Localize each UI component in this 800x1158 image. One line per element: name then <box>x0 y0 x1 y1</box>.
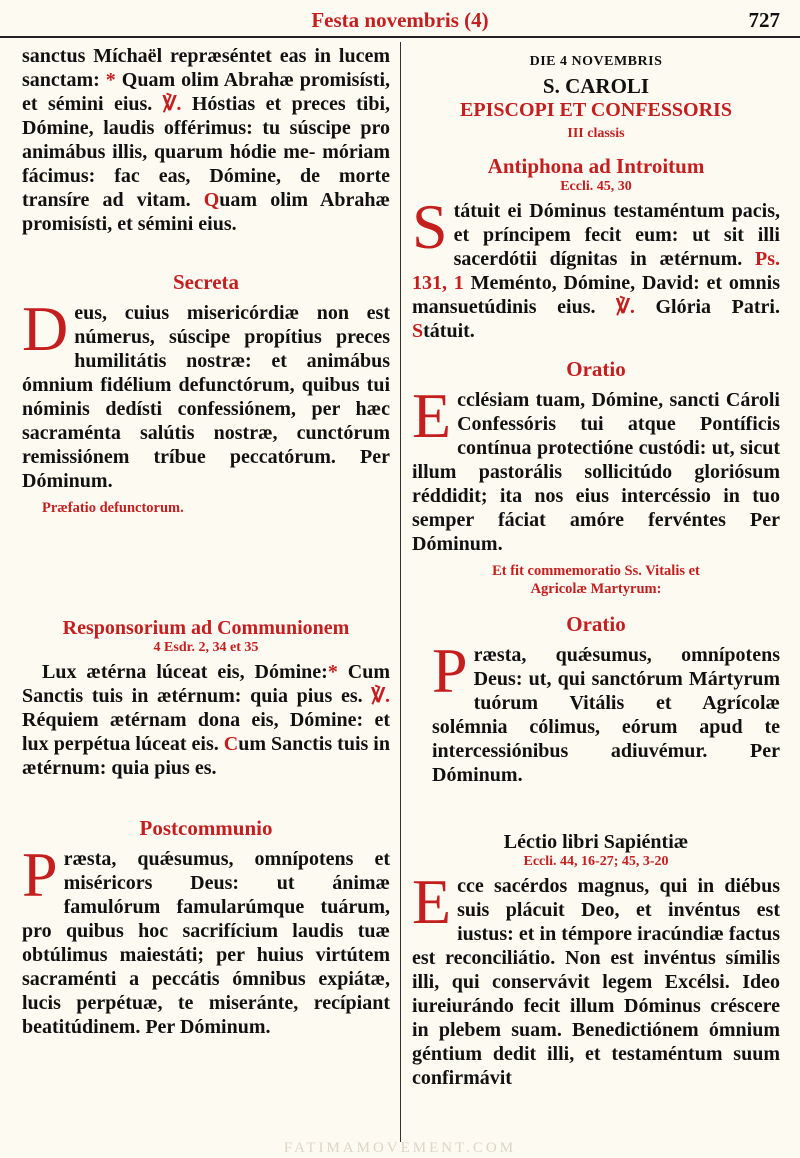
introit-text: Státuit ei Dóminus testaméntum pacis, et príncipem fecit eum: ut sit illi sacerdótii dígnitas in ætérnum. Ps. 131, 1 Meménto, Dómine, David: et omnis mansuetúdinis eius. ℣. Glória Patri. Státuit. <box>412 191 781 342</box>
page-header <box>0 0 800 38</box>
feast-title: S. CAROLI <box>542 74 650 98</box>
oratio-heading: Oratio <box>566 357 626 381</box>
versicle-symbol: ℣. <box>616 296 635 318</box>
preface-rubric: Præfatio defunctorum. <box>42 500 184 516</box>
psalm-reference: Ps. 131, 1 <box>412 248 781 294</box>
watermark: FATIMAMOVEMENT.COM <box>283 1140 517 1156</box>
left-column <box>22 44 390 1039</box>
drop-cap: S <box>412 191 448 262</box>
communion-heading: Responsorium ad Communionem <box>62 617 350 639</box>
introit-heading: Antiphona ad Introitum <box>487 154 705 178</box>
secreta-heading: Secreta <box>172 270 240 294</box>
drop-cap: P <box>22 839 58 910</box>
oratio-commemoration-heading: Oratio <box>566 612 626 636</box>
communion-text: Lux ætérna lúceat eis, Dómine:* Cum Sanctis tuis in ætérnum: quia pius es. ℣. Réquiem ætérnam dona eis, Dómine: et lux perpétua lúceat eis. Cum Sanctis tuis in ætérnum: quia pius es. <box>22 661 390 779</box>
feast-subtitle: EPISCOPI ET CONFESSORIS <box>460 99 732 121</box>
lesson-reference: Eccli. 44, 16-27; 45, 3-20 <box>523 854 669 869</box>
lesson-heading: Léctio libri Sapiéntiæ <box>503 831 689 853</box>
offertory-text: sanctus Míchaël repræséntet eas in lucem sanctam: * Quam olim Abrahæ promisísti, et sémini eius. ℣. Hóstias et preces tibi, Dómine, laudis offérimus: tu súscipe pro animábus illis, quarum hódie me- móriam fácimus: fac eas, Dómine, de morte transíre ad vitam. Quam olim Abrahæ promisísti, et sémini eius. <box>22 45 391 235</box>
oratio-text: Ecclésiam tuam, Dómine, sancti Cároli Confessóris tui atque Pontíficis contínua protectióne custódi: ut, sicut illum pastorális sollicitúdo gloriósum réddidit; ita nos eius intercéssio in tuo semper fáciat amóre fervéntes Per Dóminum. <box>412 380 780 555</box>
drop-cap: E <box>412 380 452 451</box>
drop-cap: D <box>22 293 69 364</box>
drop-cap: P <box>432 635 468 706</box>
right-column <box>412 44 780 1090</box>
page-number: 727 <box>748 8 780 32</box>
oratio-commemoration-text: Præsta, quǽsumus, omnípotens Deus: ut, qui sanctórum Mártyrum tuórum Vitális et Agrícolæ solémnia cólimus, eórum apud te intercessiónibus adiuvémur. Per Dóminum. <box>432 635 780 786</box>
postcommunio-text: Præsta, quǽsumus, omnípotens et miséricors Deus: ut ánimæ famulórum famularúmque tuárum, pro quibus hoc sacrifícium laudis tuæ obtúlimus maiestáti; per huius virtútem sacraménti a peccátis ómnibus expiátæ, lucis perpétuæ, te miseránte, recípiant beatitúdinem. Per Dóminum. <box>22 839 390 1038</box>
column-divider <box>400 42 401 1142</box>
versicle-symbol: ℣. <box>162 93 192 115</box>
commemoration-rubric: Et fit commemoratio Ss. Vitalis et Agricolæ Martyrum: <box>492 563 700 597</box>
drop-cap: E <box>412 866 452 937</box>
versicle-symbol: ℣. <box>371 685 390 707</box>
communion-reference: 4 Esdr. 2, 34 et 35 <box>153 640 259 655</box>
postcommunio-heading: Postcommunio <box>139 816 273 840</box>
introit-reference: Eccli. 45, 30 <box>560 179 632 194</box>
lesson-text: Ecce sacérdos magnus, qui in diébus suis plácuit Deo, et invéntus est iustus: et in témpore iracúndiæ factus est reconciliátio. Non est invéntus símilis illi, qui conservávit legem Excélsi. Ideo iureiurándo fecit illum Dóminus créscere in plebem suam. Benedictiónem ómnium géntium dedit illi, et testaméntum suum confirmávit <box>412 866 781 1089</box>
secreta-text: Deus, cuius misericórdiæ non est númerus, súscipe propítius preces humilitátis nostræ: et animábus ómnium fidélium defunctórum, quibus tui nóminis dedísti confessiónem, per hæc sacraménta salútis nostræ, cunctórum remissiónem tríbue peccatórum. Per Dóminum. <box>22 293 391 492</box>
running-title: Festa novembris (4) <box>311 8 489 32</box>
feast-class: III classis <box>567 126 625 141</box>
day-label: DIE 4 NOVEMBRIS <box>529 54 663 69</box>
